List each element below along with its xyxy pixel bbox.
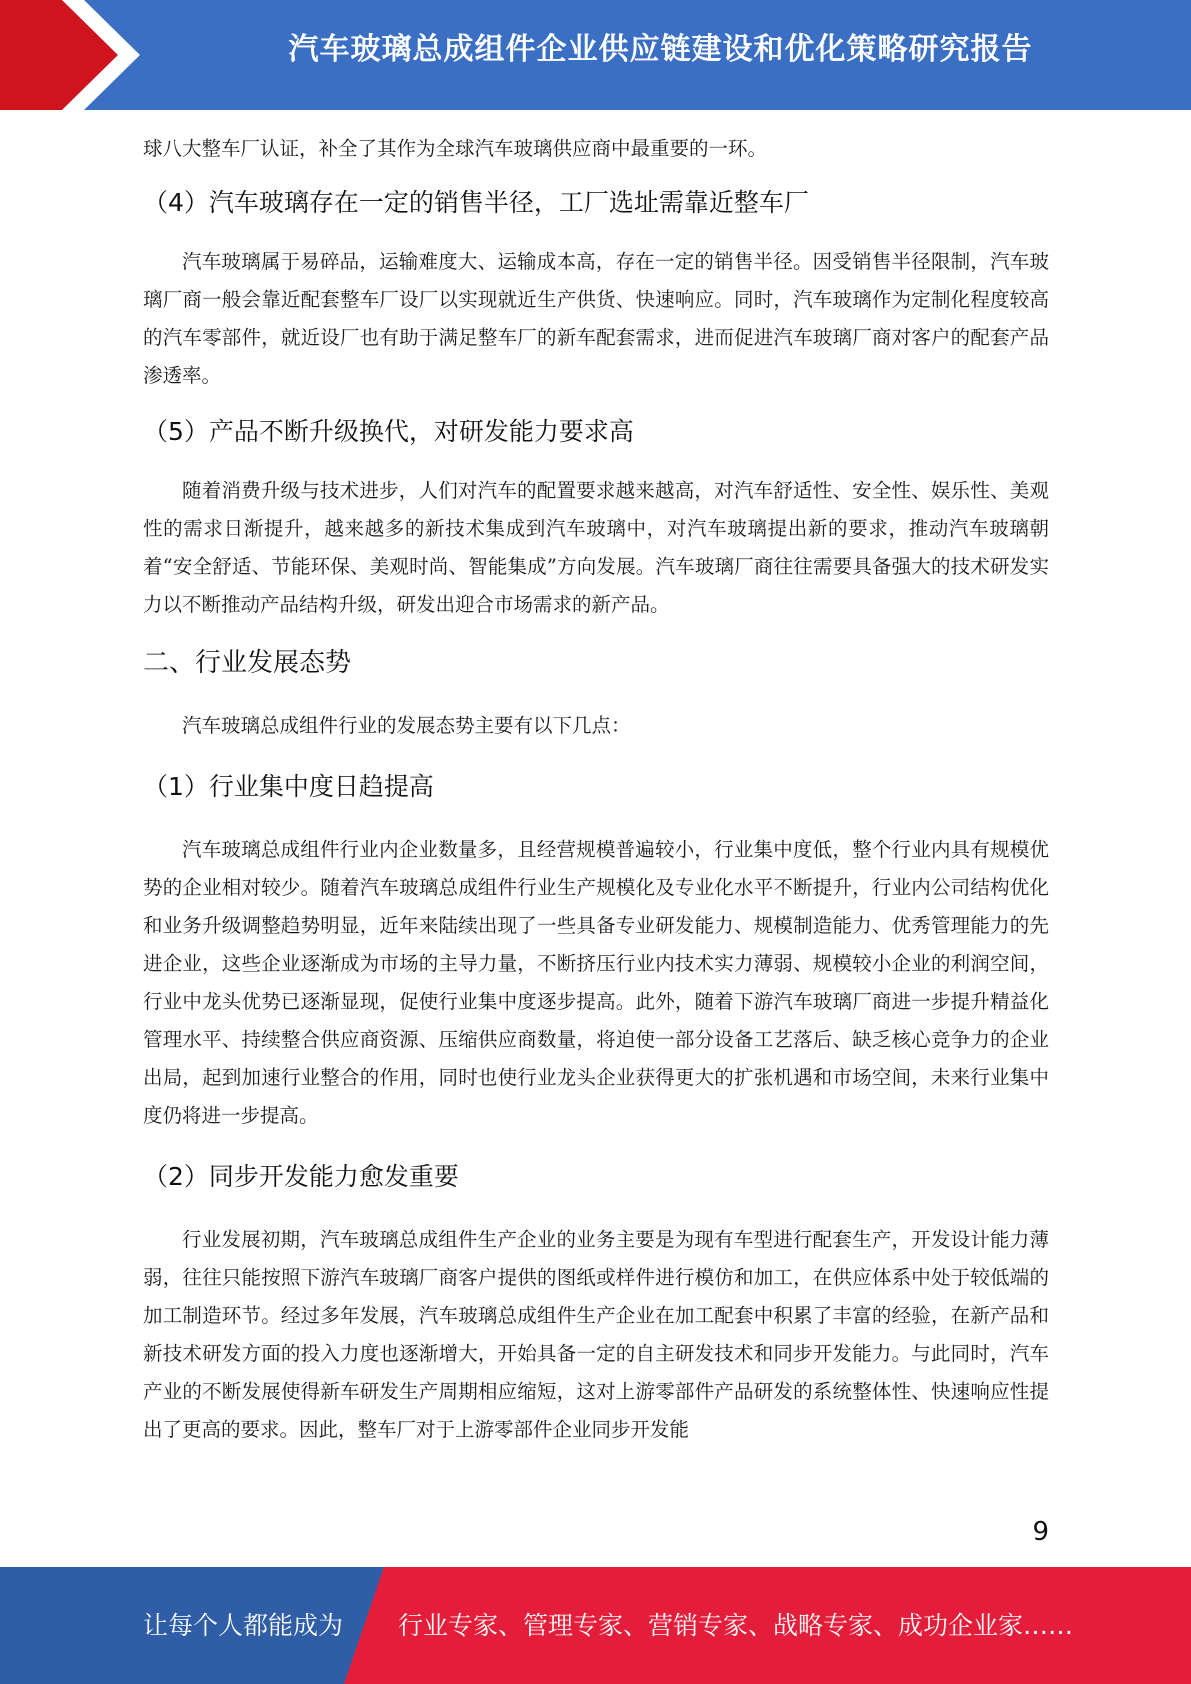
footer-slogan-right: 行业专家、管理专家、营销专家、战略专家、成功企业家…… <box>398 1611 1074 1640</box>
report-title: 汽车玻璃总成组件企业供应链建设和优化策略研究报告 <box>288 32 1033 67</box>
trend-heading-1: （1）行业集中度日趋提高 <box>143 772 434 801</box>
section-2-intro: 汽车玻璃总成组件行业的发展态势主要有以下几点： <box>182 714 631 737</box>
page-number: 9 <box>1032 1517 1049 1547</box>
page-footer <box>0 1567 1191 1684</box>
continued-paragraph: 球八大整车厂认证，补全了其作为全球汽车玻璃供应商中最重要的一环。 <box>143 137 768 160</box>
trend-heading-2: （2）同步开发能力愈发重要 <box>143 1162 459 1191</box>
trend-paragraph-1: 汽车玻璃总成组件行业内企业数量多，且经营规模普遍较小，行业集中度低，整个行业内具有规模优势的企业相对较少。随着汽车玻璃总成组件行业生产规模化及专业化水平不断提升，行业内公司结构优化和业务升级调整趋势明显，近年来陆续出现了一些具备专业研发能力、规模制造能力、优秀管理能力的先进企业，这些企业逐渐成为市场的主导力量，不断挤压行业内技术实力薄弱、规模较小企业的利润空间，行业中龙头优势已逐渐显现，促使行业集中度逐步提高。此外，随着下游汽车玻璃厂商进一步提升精益化管理水平、持续整合供应商资源、压缩供应商数量，将迫使一部分设备工艺落后、缺乏核心竞争力的企业出局，起到加速行业整合的作用，同时也使行业龙头企业获得更大的扩张机遇和市场空间，未来行业集中度仍将进一步提高。 <box>143 838 1049 1127</box>
page-content <box>143 130 1049 1449</box>
footer-slogan-left: 让每个人都能成为 <box>143 1611 344 1640</box>
trend-paragraph-2: 行业发展初期，汽车玻璃总成组件生产企业的业务主要是为现有车型进行配套生产，开发设计能力薄弱，往往只能按照下游汽车玻璃厂商客户提供的图纸或样件进行模仿和加工，在供应体系中处于较低端的加工制造环节。经过多年发展，汽车玻璃总成组件生产企业在加工配套中积累了丰富的经验，在新产品和新技术研发方面的投入力度也逐渐增大，开始具备一定的自主研发技术和同步开发能力。与此同时，汽车产业的不断发展使得新车研发生产周期相应缩短，这对上游零部件产品研发的系统整体性、快速响应性提出了更高的要求。因此，整车厂对于上游零部件企业同步开发能 <box>143 1228 1049 1441</box>
section-heading-2: 二、行业发展态势 <box>143 648 352 678</box>
paragraph-4: 汽车玻璃属于易碎品，运输难度大、运输成本高，存在一定的销售半径。因受销售半径限制，汽车玻璃厂商一般会靠近配套整车厂设厂以实现就近生产供货、快速响应。同时，汽车玻璃作为定制化程度较高的汽车零部件，就近设厂也有助于满足整车厂的新车配套需求，进而促进汽车玻璃厂商对客户的配套产品渗透率。 <box>143 250 1049 387</box>
paragraph-5: 随着消费升级与技术进步，人们对汽车的配置要求越来越高，对汽车舒适性、安全性、娱乐性、美观性的需求日渐提升，越来越多的新技术集成到汽车玻璃中，对汽车玻璃提出新的要求，推动汽车玻璃朝着“安全舒适、节能环保、美观时尚、智能集成”方向发展。汽车玻璃厂商往往需要具备强大的技术研发实力以不断推动产品结构升级，研发出迎合市场需求的新产品。 <box>143 479 1049 616</box>
header-chevron-graphic <box>0 0 160 110</box>
subheading-4: （4）汽车玻璃存在一定的销售半径，工厂选址需靠近整车厂 <box>143 188 809 217</box>
page-header <box>0 0 1191 110</box>
subheading-5: （5）产品不断升级换代，对研发能力要求高 <box>143 417 634 446</box>
